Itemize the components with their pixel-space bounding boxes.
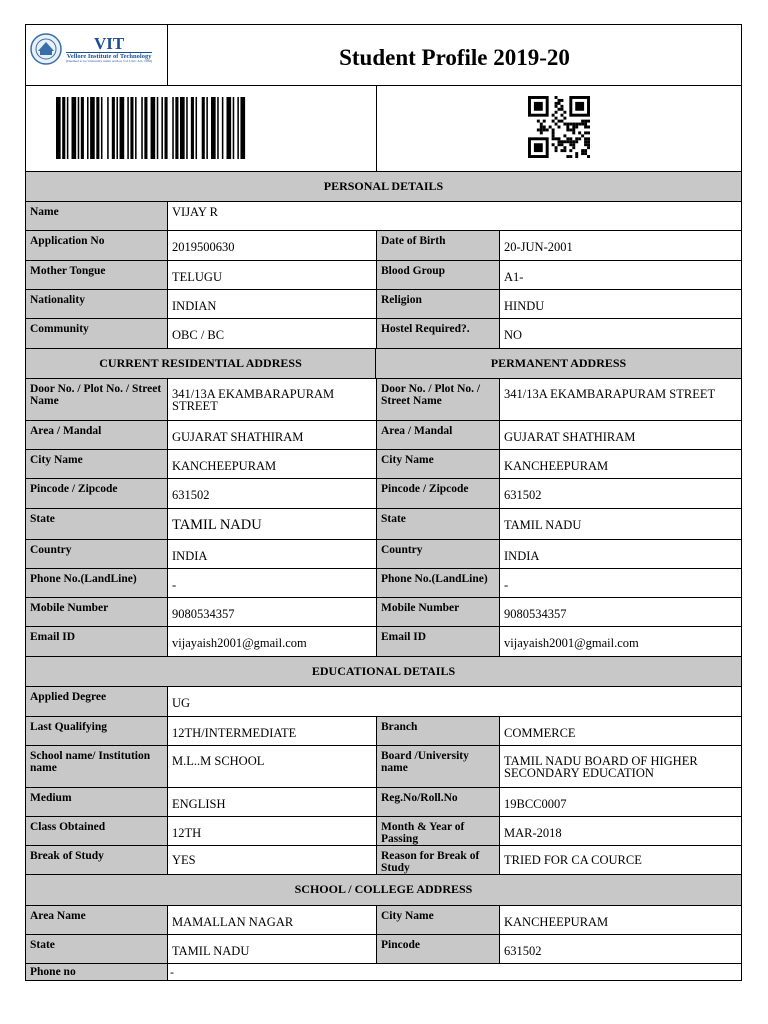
- tongue-value: TELUGU: [168, 261, 377, 289]
- country-label: Country: [26, 540, 168, 568]
- hostel-value: NO: [504, 328, 523, 342]
- table-row: [25, 627, 742, 657]
- section-header: [25, 657, 742, 687]
- board-value: TAMIL NADU BOARD OF HIGHER SECONDARY EDUCATION: [504, 754, 698, 780]
- table-row: [25, 788, 742, 817]
- state-label: State: [26, 509, 168, 539]
- table-row: [25, 202, 742, 231]
- table-row: [25, 935, 742, 964]
- nation-value: INDIAN: [168, 290, 377, 318]
- barcode-icon: [56, 97, 356, 159]
- per-door-label: Door No. / Plot No. / Street Name: [377, 379, 500, 420]
- cur-pin-value: 631502: [168, 479, 377, 508]
- per-city-label: City Name: [377, 450, 500, 478]
- dob-label: Date of Birth: [377, 231, 500, 260]
- table-row: [25, 231, 742, 261]
- table-row: [25, 479, 742, 509]
- lastq-value: 12TH/INTERMEDIATE: [168, 717, 377, 745]
- per-country-label: Country: [377, 540, 500, 568]
- per-mobile-label: Mobile Number: [377, 598, 500, 626]
- school-city-value: KANCHEEPURAM: [504, 915, 609, 929]
- cur-city-value: KANCHEEPURAM: [168, 450, 377, 478]
- reason-label: Reason for Break of Study: [377, 846, 500, 874]
- school-address-heading: SCHOOL / COLLEGE ADDRESS: [26, 875, 741, 905]
- pin-label: Pincode / Zipcode: [26, 479, 168, 508]
- break-label: Break of Study: [26, 846, 168, 874]
- medium-value: ENGLISH: [168, 788, 377, 816]
- reg-value: 19BCC0007: [504, 797, 567, 811]
- nation-label: Nationality: [26, 290, 168, 318]
- logo-subtitle: Vellore Institute of Technology: [66, 52, 152, 60]
- vit-logo: [26, 25, 168, 85]
- medium-label: Medium: [26, 788, 168, 816]
- break-value: YES: [168, 846, 377, 874]
- blood-label: Blood Group: [377, 261, 500, 289]
- table-row: [25, 450, 742, 479]
- table-row: [25, 379, 742, 421]
- name-value: VIJAY R: [172, 205, 218, 219]
- email-label: Email ID: [26, 627, 168, 656]
- per-email-label: Email ID: [377, 627, 500, 656]
- school-city-label: City Name: [377, 906, 500, 934]
- cur-phone-value: -: [168, 569, 377, 597]
- logo-name: VIT: [93, 33, 125, 53]
- name-label: Name: [26, 202, 168, 230]
- cur-mobile-value: 9080534357: [168, 598, 377, 626]
- class-value: 12TH: [168, 817, 377, 845]
- month-label: Month & Year of Passing: [377, 817, 500, 845]
- per-state-value: TAMIL NADU: [504, 518, 582, 532]
- per-country-value: INDIA: [504, 549, 540, 563]
- table-row: [25, 817, 742, 846]
- community-value: OBC / BC: [168, 319, 377, 348]
- reg-label: Reg.No/Roll.No: [377, 788, 500, 816]
- cur-state-value: TAMIL NADU: [168, 509, 377, 539]
- hostel-label: Hostel Required?.: [377, 319, 500, 348]
- barcode: [26, 86, 377, 171]
- reason-value: TRIED FOR CA COURCE: [504, 853, 642, 867]
- lastq-label: Last Qualifying: [26, 717, 168, 745]
- tongue-label: Mother Tongue: [26, 261, 168, 289]
- page-title: Student Profile 2019-20: [339, 45, 570, 70]
- code-row: [25, 86, 742, 172]
- school-pin-value: 631502: [504, 944, 542, 958]
- cur-email-value: vijayaish2001@gmail.com: [168, 627, 377, 656]
- per-pin-label: Pincode / Zipcode: [377, 479, 500, 508]
- table-row: [25, 598, 742, 627]
- educational-details-heading: EDUCATIONAL DETAILS: [26, 657, 741, 686]
- door-label: Door No. / Plot No. / Street Name: [26, 379, 168, 420]
- table-row: [25, 509, 742, 540]
- current-address-heading: CURRENT RESIDENTIAL ADDRESS: [26, 349, 376, 378]
- per-door-value: 341/13A EKAMBARAPURAM STREET: [504, 387, 716, 401]
- qr-code: [377, 86, 741, 171]
- table-row: [25, 540, 742, 569]
- table-row: [25, 319, 742, 349]
- branch-value: COMMERCE: [504, 726, 576, 740]
- per-area-value: GUJARAT SHATHIRAM: [504, 430, 636, 444]
- month-value: MAR-2018: [504, 826, 562, 840]
- permanent-address-heading: PERMANENT ADDRESS: [376, 349, 741, 378]
- cur-country-value: INDIA: [168, 540, 377, 568]
- table-row: [25, 261, 742, 290]
- header-row: [25, 24, 742, 86]
- area-label: Area / Mandal: [26, 421, 168, 449]
- table-row: [25, 290, 742, 319]
- appno-label: Application No: [26, 231, 168, 260]
- board-label: Board /University name: [377, 746, 500, 787]
- school-phone-value: -: [170, 965, 174, 979]
- vit-seal-icon: [30, 33, 62, 65]
- table-row: [25, 964, 742, 981]
- cur-area-value: GUJARAT SHATHIRAM: [168, 421, 377, 449]
- religion-value: HINDU: [504, 299, 545, 313]
- section-header: [25, 875, 742, 906]
- school-state-value: TAMIL NADU: [168, 935, 377, 963]
- per-area-label: Area / Mandal: [377, 421, 500, 449]
- school-area-label: Area Name: [26, 906, 168, 934]
- table-row: [25, 717, 742, 746]
- personal-details-heading: PERSONAL DETAILS: [26, 172, 741, 201]
- logo-tagline: (Deemed to be University under section 3 of UGC Act, 1956): [66, 59, 153, 63]
- branch-label: Branch: [377, 717, 500, 745]
- per-mobile-value: 9080534357: [504, 607, 567, 621]
- table-row: [25, 746, 742, 788]
- degree-value: UG: [172, 696, 191, 710]
- table-row: [25, 421, 742, 450]
- per-state-label: State: [377, 509, 500, 539]
- phone-label: Phone No.(LandLine): [26, 569, 168, 597]
- school-state-label: State: [26, 935, 168, 963]
- per-phone-value: -: [504, 578, 509, 592]
- per-phone-label: Phone No.(LandLine): [377, 569, 500, 597]
- per-email-value: vijayaish2001@gmail.com: [504, 636, 639, 650]
- religion-label: Religion: [377, 290, 500, 318]
- school-phone-label: Phone no: [26, 964, 168, 980]
- school-label: School name/ Institution name: [26, 746, 168, 787]
- degree-label: Applied Degree: [26, 687, 168, 716]
- blood-value: A1-: [504, 270, 524, 284]
- city-label: City Name: [26, 450, 168, 478]
- per-pin-value: 631502: [504, 488, 542, 502]
- section-header: [25, 349, 742, 379]
- mobile-label: Mobile Number: [26, 598, 168, 626]
- school-value: M.L..M SCHOOL: [168, 746, 377, 787]
- table-row: [25, 906, 742, 935]
- dob-value: 20-JUN-2001: [504, 240, 573, 254]
- appno-value: 2019500630: [168, 231, 377, 260]
- school-pin-label: Pincode: [377, 935, 500, 963]
- table-row: [25, 569, 742, 598]
- section-header: [25, 172, 742, 202]
- cur-door-value: 341/13A EKAMBARAPURAM STREET: [168, 379, 377, 420]
- per-city-value: KANCHEEPURAM: [504, 459, 609, 473]
- class-label: Class Obtained: [26, 817, 168, 845]
- qr-code-icon: [527, 96, 591, 158]
- school-area-value: MAMALLAN NAGAR: [168, 906, 377, 934]
- table-row: [25, 846, 742, 875]
- community-label: Community: [26, 319, 168, 348]
- table-row: [25, 687, 742, 717]
